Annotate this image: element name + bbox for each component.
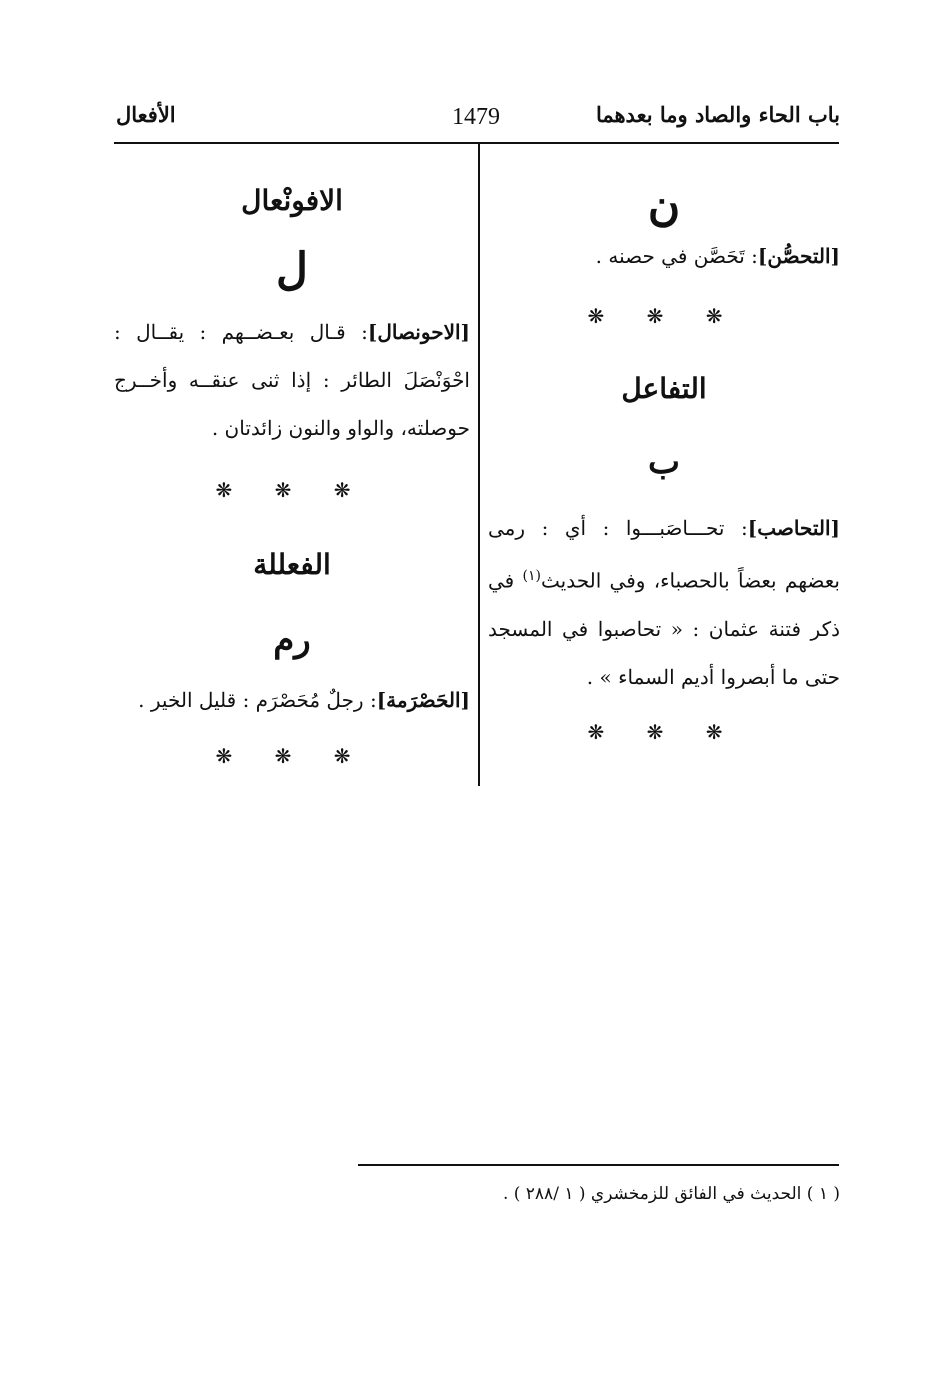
entry-text: : تحـــاصَبـــوا : أي : رمى بعضهم بعضاً بالحصباء، وفي الحديث [488, 516, 840, 593]
section-heading-ifawnal: الافونْعال [241, 184, 343, 217]
entry-text: : قـال بعـضــهم : يقــال : احْوَنْصَلَ الطائر : إذا ثنى عنقــه وأخــرج حوصلته، والواو والنون زائدتان . [114, 320, 470, 440]
footnote-rule [358, 1164, 839, 1166]
column-divider [478, 144, 480, 786]
root-letter-ba: ب [647, 442, 680, 482]
page-number: 1479 [452, 104, 500, 130]
entry-text: : رجلٌ مُحَصْرَم : قليل الخير . [138, 688, 377, 712]
entry-term: [الاحونصال] [367, 320, 470, 344]
entry-term: [التحاصب] [747, 516, 840, 540]
entry-term: [التحصُّن] [757, 244, 840, 268]
section-heading-falala: الفعللة [253, 548, 331, 581]
entry-tahassun [488, 232, 840, 280]
entry-hasrama [114, 676, 470, 724]
entry-term: [الحَصْرَمة] [376, 688, 470, 712]
entry-ihwinsal [114, 308, 470, 452]
section-heading-tafaul: التفاعل [621, 372, 707, 405]
section-separator: ❋ ❋ ❋ [587, 720, 741, 744]
root-letters-ra-mim: رم [273, 620, 311, 660]
root-letter-nun: ن [647, 180, 681, 231]
section-separator: ❋ ❋ ❋ [215, 478, 369, 502]
header-chapter-title: الأفعال [116, 102, 176, 127]
header-rule [114, 142, 839, 144]
entry-tahasub [488, 504, 840, 701]
entry-text-continued: في ذكر فتنة عثمان : « تحاصبوا في المسجد حتى ما أبصروا أديم السماء » . [488, 568, 840, 689]
entry-text: : تَحَصَّن في حصنه . [595, 244, 758, 268]
header-section-title: باب الحاء والصاد وما بعدهما [595, 102, 840, 127]
root-letter-lam: ل [276, 244, 308, 295]
footnote-reference: (١) [522, 568, 541, 584]
footnote: ( ١ ) الحديث في الفائق للزمخشري ( ١ /٢٨٨ ) . [502, 1184, 840, 1204]
section-separator: ❋ ❋ ❋ [215, 744, 369, 768]
section-separator: ❋ ❋ ❋ [587, 304, 741, 328]
